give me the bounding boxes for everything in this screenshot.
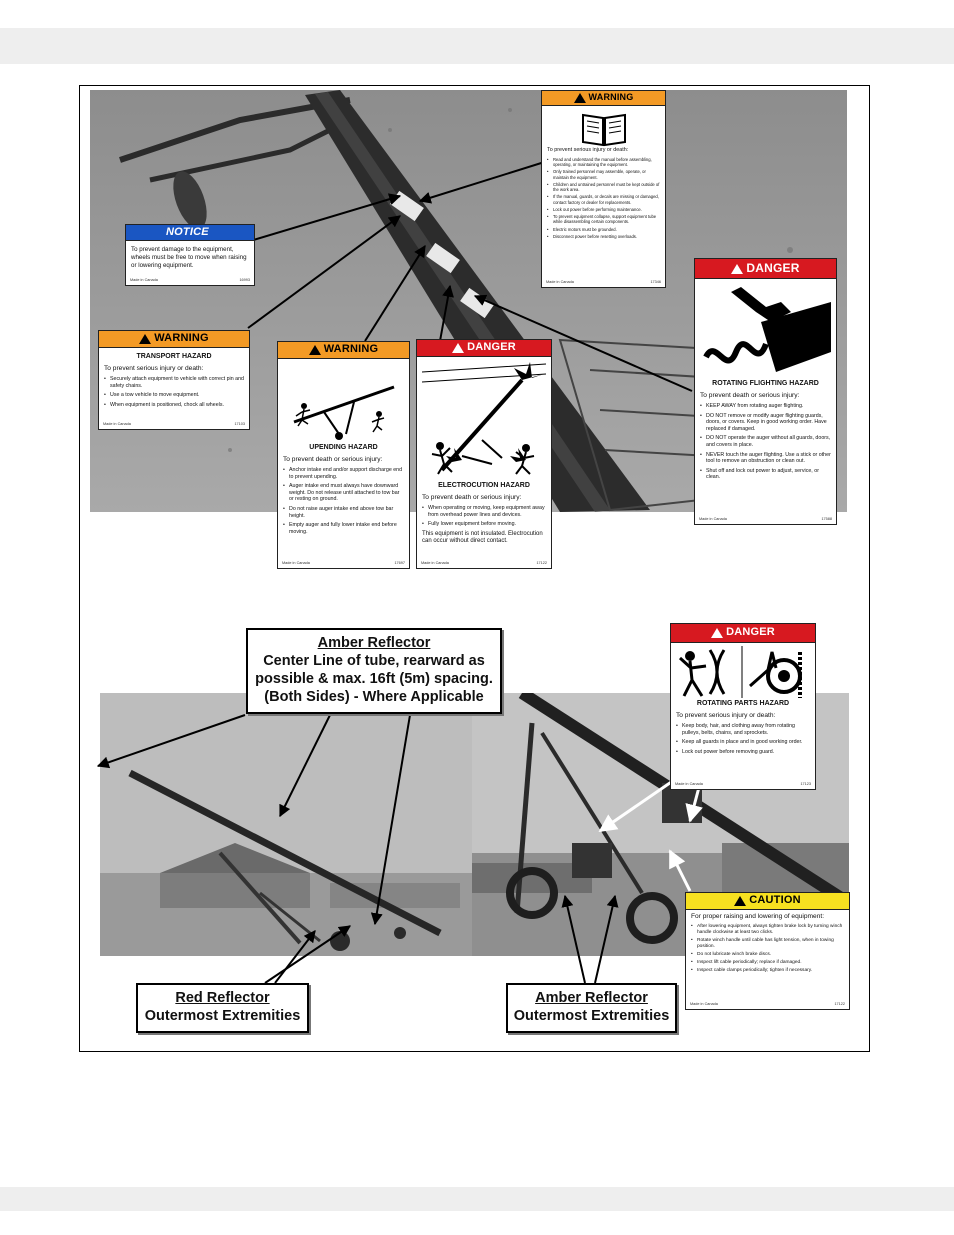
- callout-title: Amber Reflector: [535, 990, 648, 1006]
- list-item: • Children and untrained personnel must be kept outside of the work area.: [547, 182, 660, 193]
- made-in-label: Made in Canada: [103, 422, 131, 427]
- decal-lead-text: To prevent serious injury or death:: [547, 147, 629, 153]
- decal-warning-transport-header: WARNING: [99, 331, 249, 348]
- list-item: • Use a tow vehicle to move equipment.: [104, 392, 244, 399]
- list-item: • When operating or moving, keep equipment away from overhead power lines and devices.: [422, 505, 546, 518]
- list-item: • Read and understand the manual before assembling, operating, or maintaining the equipment.: [547, 157, 660, 168]
- hazard-title: UPENDING HAZARD: [309, 444, 378, 451]
- list-item: • Securely attach equipment to vehicle with correct pin and safety chains.: [104, 376, 244, 389]
- decal-notice: [125, 224, 255, 286]
- decal-lead-text: To prevent serious injury or death:: [104, 364, 204, 372]
- decal-warning-upending-header: WARNING: [278, 342, 409, 359]
- decal-code: 17346: [650, 280, 661, 285]
- made-in-label: Made in Canada: [130, 278, 158, 283]
- list-item: • If the manual, guards, or decals are missing or damaged, contact factory or dealer for replacements.: [547, 194, 660, 205]
- list-item: • Only trained personnel may assemble, operate, or maintain the equipment.: [547, 169, 660, 180]
- decal-lead-text: To prevent death or serious injury:: [700, 391, 800, 399]
- decal-lead-text: To prevent death or serious injury:: [422, 493, 522, 501]
- callout-line: Outermost Extremities: [144, 1008, 301, 1024]
- hazard-title: ELECTROCUTION HAZARD: [438, 482, 530, 489]
- decal-warning-upending: [277, 341, 410, 569]
- list-item: • Auger intake end must always have downward weight. Do not release until attached to tow bar or resting on ground.: [283, 483, 404, 503]
- decal-code: 17122: [536, 561, 547, 566]
- decal-danger-flighting: [694, 258, 837, 525]
- list-item: • Keep all guards in place and in good working order.: [676, 739, 810, 746]
- decal-warning-manual: [541, 90, 666, 288]
- list-item: • Electric motors must be grounded.: [547, 227, 660, 232]
- list-item: • DO NOT remove or modify auger flighting guards, doors, or covers. Keep in good working order. Have replaced if damaged.: [700, 413, 831, 433]
- electrocution-pictogram-icon: [422, 360, 546, 480]
- list-item: • Anchor intake end and/or support discharge end to prevent upending.: [283, 467, 404, 480]
- hazard-title: ROTATING FLIGHTING HAZARD: [712, 380, 819, 387]
- decal-lead-text: To prevent death or serious injury:: [283, 455, 383, 463]
- decal-warning-manual-list: [547, 157, 660, 239]
- decal-caution-header: CAUTION: [686, 893, 849, 910]
- decal-code: 17123: [800, 782, 811, 787]
- list-item: • Inspect cable clamps periodically; tighten if necessary.: [691, 968, 844, 974]
- top-band: [0, 28, 954, 64]
- list-item: • Rotate winch handle until cable has light tension, when in towing position.: [691, 938, 844, 950]
- made-in-label: Made in Canada: [675, 782, 703, 787]
- decal-paragraph: This equipment is not insulated. Electrocution can occur without direct contact.: [422, 530, 543, 545]
- list-item: • NEVER touch the auger flighting. Use a stick or other tool to remove an obstruction or clean out.: [700, 452, 831, 465]
- hazard-title: ROTATING PARTS HAZARD: [696, 700, 790, 707]
- callout-line: (Both Sides) - Where Applicable: [264, 689, 484, 705]
- bottom-left-photo-auger-raised: [100, 693, 472, 956]
- warning-triangle-icon: [711, 628, 723, 638]
- upending-pictogram-icon: [284, 362, 404, 442]
- callout-title: Amber Reflector: [317, 635, 431, 651]
- rotating-parts-pictogram-icon: [676, 646, 810, 698]
- warning-triangle-icon: [309, 345, 321, 355]
- decal-caution-raising: [685, 892, 850, 1010]
- list-item: • Shut off and lock out power to adjust, service, or clean.: [700, 468, 831, 481]
- list-item: • Do not lubricate winch brake discs.: [691, 952, 844, 958]
- decal-lead-text: To prevent serious injury or death:: [676, 711, 776, 719]
- warning-triangle-icon: [574, 93, 586, 103]
- list-item: • DO NOT operate the auger without all guards, doors, and covers in place.: [700, 435, 831, 448]
- list-item: • When equipment is positioned, chock all wheels.: [104, 402, 244, 409]
- decal-code: 17697: [394, 561, 405, 566]
- callout-line: Center Line of tube, rearward as: [263, 653, 485, 669]
- decal-lead-text: For proper raising and lowering of equipment:: [691, 913, 825, 920]
- decal-danger-flighting-header: DANGER: [695, 259, 836, 279]
- callout-red-reflector: [136, 983, 309, 1033]
- decal-warning-manual-header: WARNING: [542, 91, 665, 106]
- decal-warning-transport: [98, 330, 250, 430]
- callout-amber-reflector-outer: [506, 983, 677, 1033]
- decal-danger-rotating-parts: [670, 623, 816, 790]
- list-item: • Do not raise auger intake end above tow bar height.: [283, 506, 404, 519]
- decal-code: 17122: [834, 1002, 845, 1007]
- warning-triangle-icon: [731, 264, 743, 274]
- auger-flighting-pictogram-icon: [701, 282, 831, 378]
- warning-triangle-icon: [139, 334, 151, 344]
- list-item: • Lock out power before performing maintenance.: [547, 207, 660, 212]
- decal-danger-electrocution: [416, 339, 552, 569]
- list-item: • KEEP AWAY from rotating auger flighting.: [700, 403, 831, 410]
- list-item: • Empty auger and fully lower intake end before moving.: [283, 522, 404, 535]
- list-item: • Keep body, hair, and clothing away from rotating pulleys, belts, chains, and sprockets.: [676, 723, 810, 736]
- callout-line: Outermost Extremities: [513, 1008, 670, 1024]
- decal-danger-rotating-parts-header: DANGER: [671, 624, 815, 643]
- bottom-band: [0, 1187, 954, 1211]
- list-item: • Lock out power before removing guard.: [676, 749, 810, 756]
- made-in-label: Made in Canada: [421, 561, 449, 566]
- list-item: • Inspect lift cable periodically; replace if damaged.: [691, 960, 844, 966]
- decal-code: 17103: [234, 422, 245, 427]
- manual-book-icon: [579, 109, 629, 147]
- callout-title: Red Reflector: [175, 990, 270, 1006]
- warning-triangle-icon: [452, 343, 464, 353]
- decal-notice-text: To prevent damage to the equipment, wheels must be free to move when raising or lowering equipment.: [131, 246, 247, 269]
- made-in-label: Made in Canada: [546, 280, 574, 285]
- figure-frame: [79, 85, 870, 1052]
- hazard-title: TRANSPORT HAZARD: [136, 353, 212, 360]
- decal-code: 16993: [239, 278, 250, 283]
- list-item: • To prevent equipment collapse, support equipment tube while disassembling certain components.: [547, 214, 660, 225]
- made-in-label: Made in Canada: [282, 561, 310, 566]
- decal-notice-header: NOTICE: [126, 225, 254, 241]
- list-item: • Fully lower equipment before moving.: [422, 521, 546, 528]
- made-in-label: Made in Canada: [699, 517, 727, 522]
- warning-triangle-icon: [734, 896, 746, 906]
- list-item: • After lowering equipment, always tighten brake lock by turning winch handle clockwise at least two clicks.: [691, 924, 844, 936]
- list-item: • Disconnect power before resetting overloads.: [547, 234, 660, 239]
- decal-danger-electrocution-header: DANGER: [417, 340, 551, 357]
- callout-line: possible & max. 16ft (5m) spacing.: [255, 671, 493, 687]
- decal-code: 17588: [821, 517, 832, 522]
- made-in-label: Made in Canada: [690, 1002, 718, 1007]
- callout-amber-reflector-center: [246, 628, 502, 714]
